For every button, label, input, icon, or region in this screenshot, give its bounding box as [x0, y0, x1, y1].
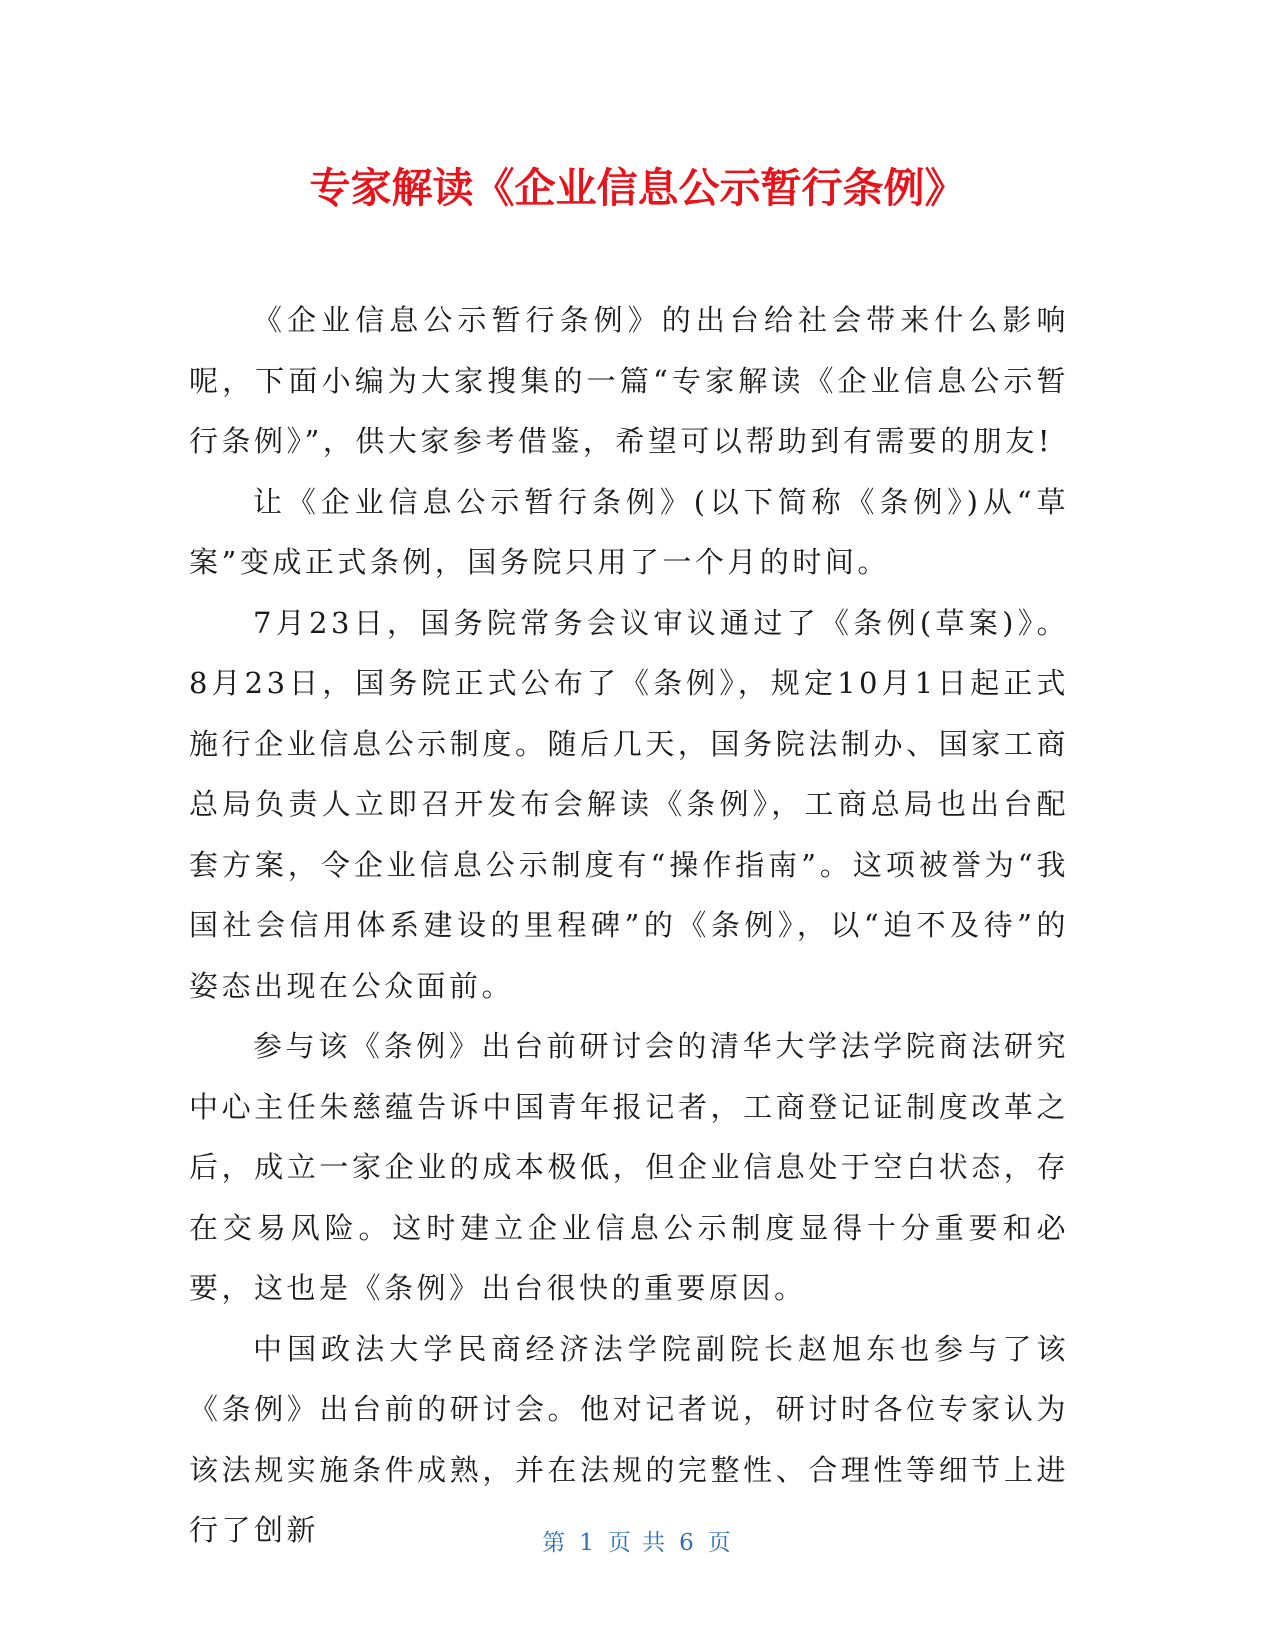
document-body — [189, 290, 1069, 1561]
paragraph-1: 《企业信息公示暂行条例》的出台给社会带来什么影响呢，下面小编为大家搜集的一篇“专家解读《企业信息公示暂行条例》”，供大家参考借鉴，希望可以帮助到有需要的朋友! — [189, 303, 1069, 458]
page-number-footer — [0, 1528, 1275, 1558]
paragraph-2: 让《企业信息公示暂行条例》(以下简称《条例》)从“草案”变成正式条例，国务院只用了一个月的时间。 — [189, 484, 1069, 579]
footer-middle: 页 共 — [607, 1530, 668, 1556]
footer-total-pages: 6 — [679, 1530, 696, 1556]
paragraph-4: 参与该《条例》出台前研讨会的清华大学法学院商法研究中心主任朱慈蕴告诉中国青年报记者，工商登记证制度改革之后，成立一家企业的成本极低，但企业信息处于空白状态，存在交易风险。这时建立企业信息公示制度显得十分重要和必要，这也是《条例》出台很快的重要原因。 — [189, 1029, 1069, 1305]
footer-current-page: 1 — [579, 1530, 596, 1556]
footer-suffix: 页 — [707, 1530, 733, 1556]
paragraph-3: 7月23日，国务院常务会议审议通过了《条例(草案)》。8月23日，国务院正式公布了《条例》，规定10月1日起正式施行企业信息公示制度。随后几天，国务院法制办、国家工商总局负责人立即召开发布会解读《条例》，工商总局也出台配套方案，令企业信息公示制度有“操作指南”。这项被誉为“我国社会信用体系建设的里程碑”的《条例》，以“迫不及待”的姿态出现在公众面前。 — [189, 605, 1069, 1003]
document-title: 专家解读《企业信息公示暂行条例》 — [309, 164, 966, 212]
paragraph-5: 中国政法大学民商经济法学院副院长赵旭东也参与了该《条例》出台前的研讨会。他对记者说，研讨时各位专家认为该法规实施条件成熟，并在法规的完整性、合理性等细节上进行了创新 — [189, 1331, 1069, 1547]
footer-prefix: 第 — [542, 1530, 568, 1556]
